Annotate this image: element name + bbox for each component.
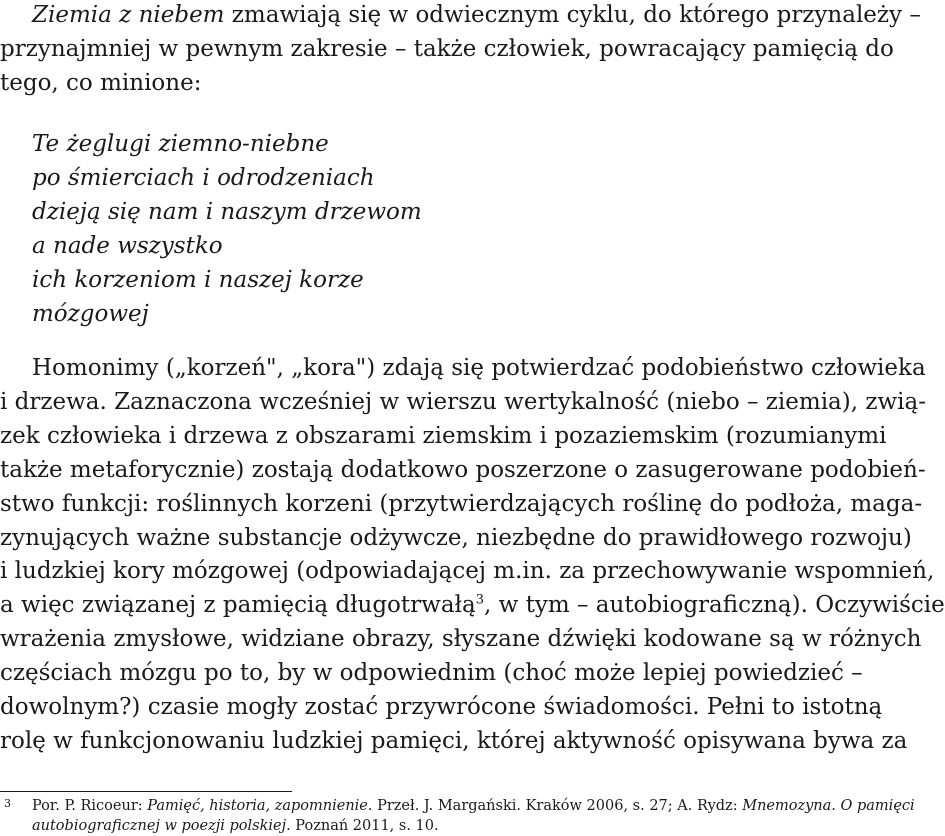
- body-line-text: a więc związanej z pamięcią długotrwałą: [0, 592, 476, 619]
- body-line: i drzewa. Zaznaczona wcześniej w wierszu wertykalność (niebo – ziemia), zwią-: [0, 388, 927, 415]
- footnote-reference: 3: [475, 592, 484, 608]
- poem-line: Te żeglugi ziemno-niebne: [32, 131, 329, 157]
- footnote-divider: [0, 791, 292, 792]
- footnote-title: Mnemozyna. O pamięci: [742, 798, 915, 814]
- poem-line: a nade wszystko: [32, 232, 223, 259]
- intro-line: [0, 0, 921, 33]
- intro-italic-phrase: Ziemia z niebem: [32, 2, 225, 28]
- footnote-text: . Poznań 2011, s. 10.: [286, 818, 439, 834]
- body-paragraph: [0, 352, 945, 759]
- body-line: zynujących ważne substancje odżywcze, niezbędne do prawidłowego rozwoju): [0, 524, 912, 551]
- intro-line-text: zmawiają się w odwiecznym cyklu, do którego przynależy –: [224, 2, 921, 28]
- footnote-line: [0, 816, 852, 836]
- body-line: Homonimy („korzeń", „kora") zdają się potwierdzać podobieństwo człowieka: [32, 355, 926, 381]
- intro-line: tego, co minione:: [0, 69, 202, 96]
- body-line: rolę w funkcjonowaniu ludzkiej pamięci, której aktywność opisywana bywa za: [0, 727, 908, 754]
- footnote-text: . Przeł. J. Margański. Kraków 2006, s. 27; A. Rydz:: [367, 798, 743, 814]
- body-line: [0, 589, 945, 623]
- footnote-title: Pamięć, historia, zapomnienie: [147, 798, 368, 814]
- intro-paragraph: [0, 0, 921, 101]
- body-line: stwo funkcji: roślinnych korzeni (przytwierdzających roślinę do podłoża, maga-: [0, 490, 923, 517]
- body-line-text: , w tym – autobiograficzną). Oczywiście: [484, 592, 945, 619]
- body-line: i ludzkiej kory mózgowej (odpowiadającej m.in. za przechowywanie wspomnień,: [0, 558, 935, 585]
- poem-quote: [32, 128, 422, 331]
- footnote-number: 3: [4, 797, 11, 810]
- poem-line: mózgowej: [32, 300, 149, 327]
- footnote-line: [0, 796, 915, 816]
- poem-line: ich korzeniom i naszej korze: [32, 266, 364, 293]
- poem-line: po śmierciach i odrodzeniach: [32, 164, 375, 191]
- body-line: także metaforycznie) zostają dodatkowo poszerzone o zasugerowane podobień-: [0, 456, 926, 483]
- footnote-text: Por. P. Ricoeur:: [32, 798, 148, 814]
- intro-line: przynajmniej w pewnym zakresie – także człowiek, powracający pamięcią do: [0, 35, 894, 62]
- body-line: zek człowieka i drzewa z obszarami ziemskim i pozaziemskim (rozumianymi: [0, 422, 887, 449]
- footnote: [0, 796, 915, 836]
- body-line: dowolnym?) czasie mogły zostać przywrócone świadomości. Pełni to istotną: [0, 694, 883, 721]
- body-line: częściach mózgu po to, by w odpowiednim (choć może lepiej powiedzieć –: [0, 660, 863, 687]
- footnote-title: autobiograficznej w poezji polskiej: [32, 818, 287, 834]
- body-line: wrażenia zmysłowe, widziane obrazy, słyszane dźwięki kodowane są w różnych: [0, 626, 922, 653]
- poem-line: dzieją się nam i naszym drzewom: [32, 198, 422, 225]
